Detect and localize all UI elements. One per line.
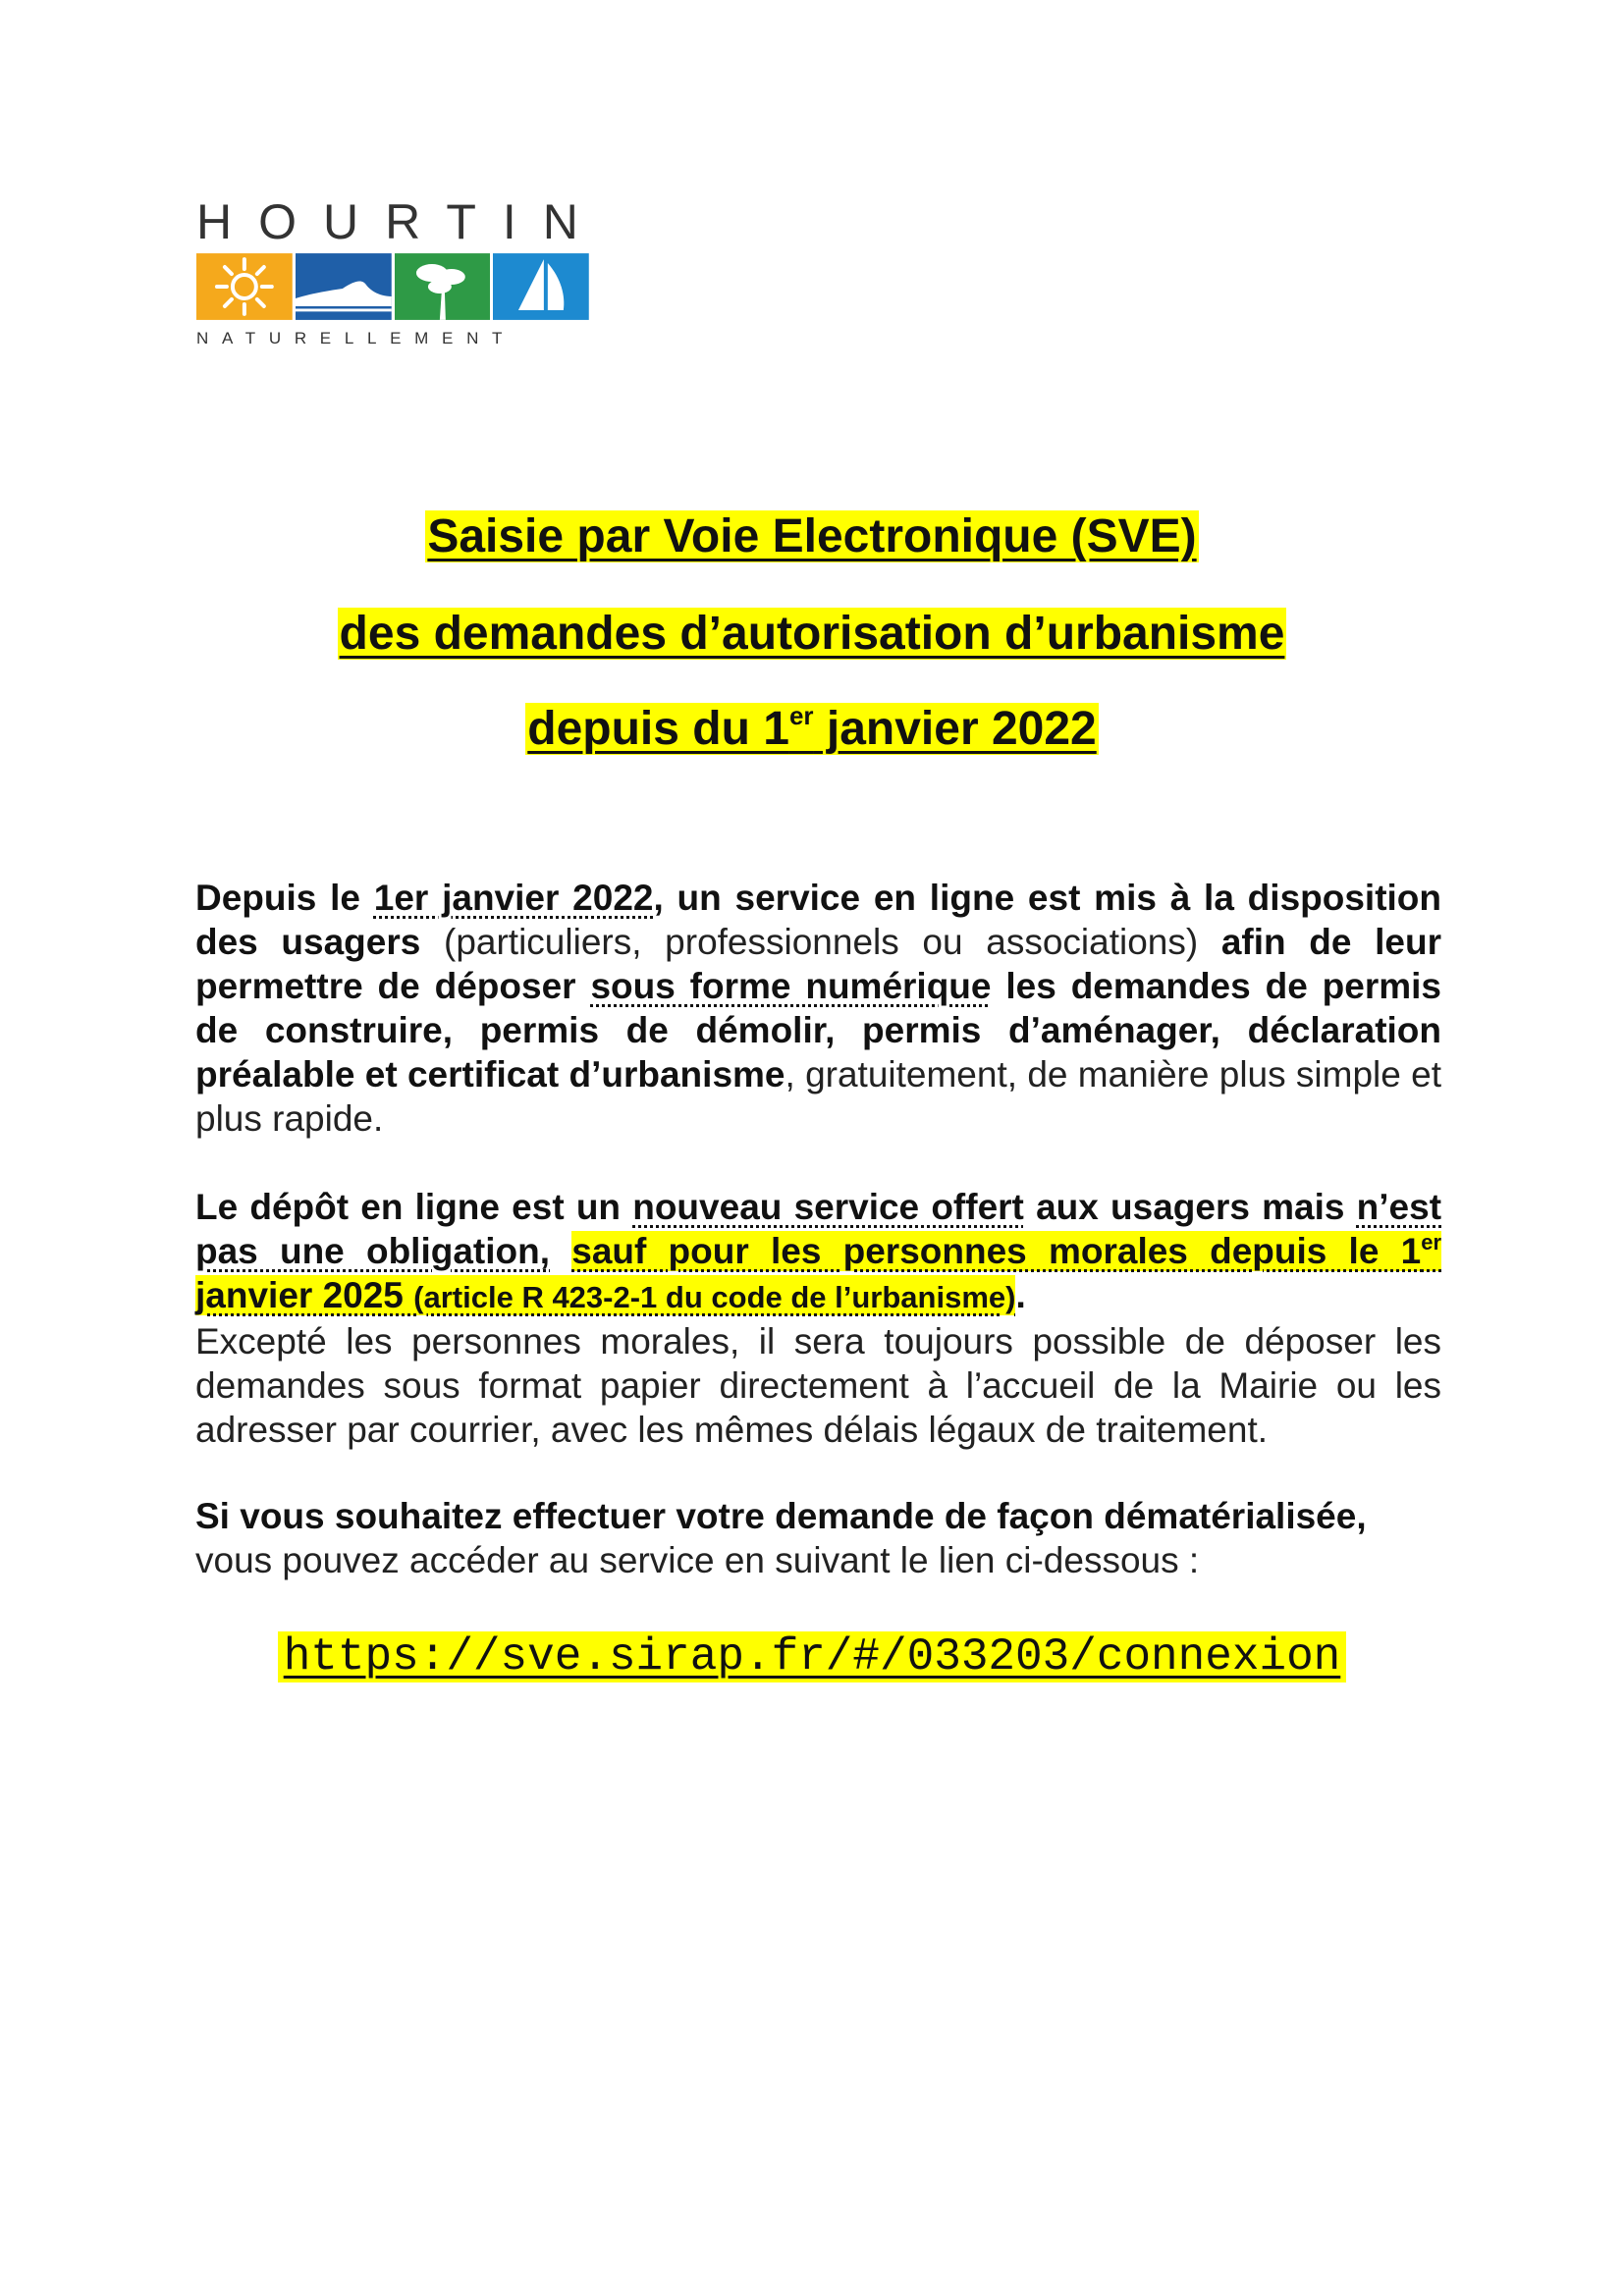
p2-s1: Le dépôt en ligne est un [195, 1187, 633, 1227]
p2-article: (article R 423-2-1 du code de l’urbanisme) [413, 1280, 1016, 1314]
p1-s1: Depuis le [195, 878, 374, 918]
paragraph-obligation [195, 1185, 1441, 1452]
hourtin-logo [196, 192, 605, 354]
sve-link-row [0, 1629, 1624, 1684]
p2-s6: sauf pour les personnes morales depuis le 1 [571, 1231, 1422, 1271]
wave-icon [296, 253, 392, 320]
logo-tiles [196, 253, 589, 320]
sailboat-icon [493, 253, 589, 320]
p1-s8: , gratuitement, de manière plus simple et plus rapide. [195, 1054, 1441, 1139]
title-line-3-post: janvier 2022 [813, 703, 1097, 755]
p1-s7: les demandes de permis de construire, permis de démolir, permis d’aménager, déclaration préalable et certificat d’urbanisme [195, 966, 1441, 1095]
title-line-2-text: des demandes d’autorisation d’urbanisme [339, 608, 1285, 660]
p2-s10: . [1015, 1275, 1026, 1315]
title-line-2 [0, 605, 1624, 664]
p1-s4: (particuliers, professionnels ou associations) [420, 922, 1221, 962]
title-line-1-text: Saisie par Voie Electronique (SVE) [427, 510, 1197, 562]
sun-icon [196, 253, 293, 320]
logo-wordmark: HOURTIN [196, 194, 605, 249]
p2-s5 [550, 1231, 571, 1271]
title-line-3 [0, 700, 1624, 759]
p2-s7: er [1421, 1230, 1442, 1255]
title-line-3-pre: depuis du 1 [527, 703, 789, 755]
p1-numeric: sous forme numérique [590, 966, 992, 1006]
p2-s3: aux usagers mais [1023, 1187, 1357, 1227]
pine-tree-icon [395, 253, 491, 320]
p2-not-obligation: n’est pas une obligation, [195, 1187, 1442, 1271]
p1-s3: , un service en ligne est mis à la disposition des usagers [195, 878, 1442, 962]
p3-s2: vous pouvez accéder au service en suivant le lien ci-dessous : [195, 1540, 1200, 1580]
p1-s5: afin de leur permettre de déposer [195, 922, 1441, 1006]
logo-tagline: NATURELLEMENT [196, 329, 516, 347]
p1-date: 1er janvier 2022 [373, 878, 654, 918]
p2-s8: janvier 2025 [195, 1275, 414, 1315]
paragraph-intro [195, 876, 1441, 1141]
paragraph-access [195, 1494, 1441, 1582]
title-line-1 [0, 507, 1624, 566]
p3-s1: Si vous souhaitez effectuer votre demande de façon dématérialisée, [195, 1496, 1367, 1536]
p2-s11: Excepté les personnes morales, il sera toujours possible de déposer les demandes sous format papier directement à l’accueil de la Mairie ou les adresser par courrier, avec les mêmes délais légaux de traitement. [195, 1321, 1441, 1450]
title-line-3-sup: er [788, 701, 814, 730]
title-line-3-text [525, 703, 1099, 755]
p2-new-service: nouveau service offert [632, 1187, 1024, 1227]
sve-link[interactable]: https://sve.sirap.fr/#/033203/connexion [278, 1631, 1347, 1682]
